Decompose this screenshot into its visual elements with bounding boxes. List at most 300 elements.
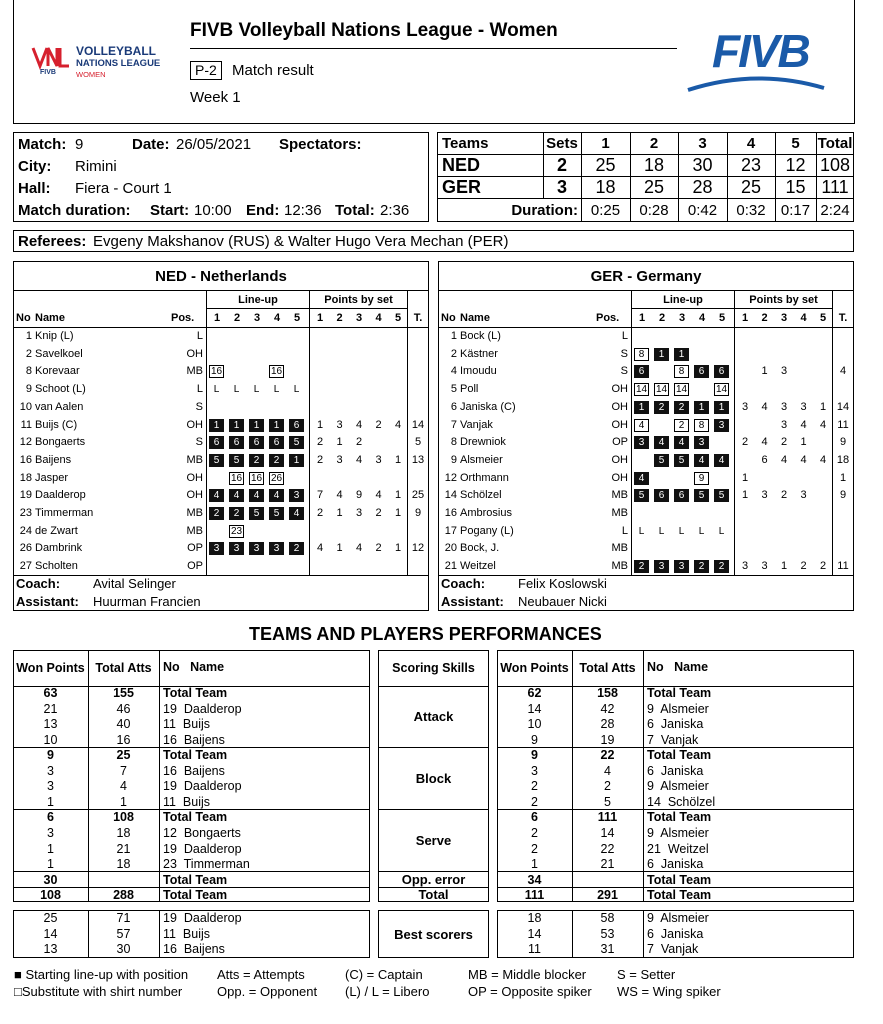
pos-header: Pos. <box>596 312 620 324</box>
won-points-header: Won Points <box>500 660 569 675</box>
total-atts: 4 <box>120 779 127 794</box>
player-name: Schoot (L) <box>35 383 86 396</box>
player-name: Kästner <box>460 347 498 360</box>
perf-player: Total Team <box>163 872 228 887</box>
score-header: 2 <box>649 134 659 152</box>
perf-row <box>13 888 370 904</box>
perf-player: 11 Buijs <box>163 717 211 732</box>
set-points: 3 <box>780 365 788 378</box>
starting-position: 5 <box>209 454 224 467</box>
vnl-logo <box>30 42 175 82</box>
starting-position: 1 <box>634 401 649 414</box>
duration-total: 2:24 <box>820 201 850 219</box>
set-points: 3 <box>761 560 768 573</box>
fivb-swoosh-icon <box>686 72 826 92</box>
libero-mark: L <box>273 384 280 396</box>
set-points: 4 <box>355 418 363 431</box>
won-points: 9 <box>531 748 538 763</box>
player-pos: MB <box>186 507 203 519</box>
player-pos: OH <box>611 418 628 431</box>
perf-row <box>497 873 854 889</box>
set-points: 3 <box>336 418 343 431</box>
substitute-number: 16 <box>230 472 243 484</box>
score-header: 4 <box>746 134 756 152</box>
perf-player: 14 Schölzel <box>647 794 716 809</box>
player-row <box>438 470 854 488</box>
points-header: Points by set <box>324 294 393 306</box>
assistant-name: Huurman Francien <box>93 594 201 609</box>
end-value: 12:36 <box>284 202 322 219</box>
score-set-points: 25 <box>595 154 616 175</box>
player-pos: OP <box>612 436 628 449</box>
perf-player: Total Team <box>647 810 712 825</box>
set-duration: 0:42 <box>687 201 718 219</box>
player-row <box>13 540 429 558</box>
starting-position: 3 <box>674 560 689 573</box>
player-total: 9 <box>839 436 847 449</box>
starting-position: 2 <box>714 560 729 573</box>
legend-item: OP = Opposite spiker <box>468 984 592 999</box>
starting-position: 2 <box>674 401 689 414</box>
perf-player: 19 Daalderop <box>163 701 242 716</box>
player-name: Knip (L) <box>35 330 74 342</box>
total-atts: 18 <box>116 857 131 872</box>
t-header: T. <box>413 312 423 324</box>
skill-label: Opp. error <box>401 871 466 887</box>
libero-mark: L <box>213 384 220 396</box>
won-points: 1 <box>531 857 538 872</box>
player-row <box>438 381 854 399</box>
roster-line <box>207 308 407 309</box>
starting-position: 6 <box>209 436 224 449</box>
coach-name: Felix Koslowski <box>518 576 607 591</box>
total-atts: 1 <box>120 794 127 809</box>
player-row <box>438 363 854 381</box>
score-total: 108 <box>819 154 851 175</box>
player-name: Bongaerts <box>35 436 86 449</box>
player-total: 14 <box>411 418 425 431</box>
best-row <box>497 942 854 958</box>
score-header: Teams <box>442 135 489 152</box>
starting-position: 6 <box>249 436 264 449</box>
team-title: GER - Germany <box>590 267 702 285</box>
player-row <box>13 505 429 523</box>
perf-player: Total Team <box>647 686 712 700</box>
perf-player: 16 Baijens <box>163 763 225 778</box>
starting-position: 3 <box>634 436 649 449</box>
perf-player: 19 Daalderop <box>163 779 242 794</box>
won-points: 3 <box>47 763 54 778</box>
points-col-header: 5 <box>819 312 827 324</box>
player-no: 26 <box>19 542 32 555</box>
perf-player: 11 Buijs <box>163 794 211 809</box>
points-col-header: 2 <box>336 312 343 324</box>
player-total: 9 <box>414 507 422 519</box>
roster-line <box>13 575 429 576</box>
team-title: NED - Netherlands <box>155 267 287 285</box>
libero-mark: L <box>658 525 665 537</box>
starting-position: 6 <box>654 489 669 502</box>
player-no: 16 <box>444 507 457 519</box>
set-points: 2 <box>780 489 788 502</box>
score-total: 111 <box>821 176 849 197</box>
score-set-points: 28 <box>692 176 713 197</box>
perf-player: 7 Vanjak <box>647 732 699 747</box>
points-header: Points by set <box>749 294 818 306</box>
no-name-header: No Name <box>163 660 225 674</box>
lineup-col-header: 5 <box>293 312 301 324</box>
player-pos: MB <box>611 489 628 502</box>
player-no: 12 <box>444 471 457 484</box>
player-name: Daalderop <box>35 489 86 502</box>
total-atts: 57 <box>116 926 131 941</box>
player-name: Bock (L) <box>460 330 501 342</box>
player-no: 16 <box>19 453 32 466</box>
total-atts: 58 <box>600 911 615 925</box>
substitute-number: 14 <box>675 384 688 396</box>
player-row <box>13 417 429 435</box>
coach-label: Coach: <box>441 576 486 591</box>
starting-position: 1 <box>714 401 729 414</box>
player-no: 19 <box>19 489 32 502</box>
lineup-header: Line-up <box>663 294 703 306</box>
pos-header: Pos. <box>171 312 195 324</box>
score-set-points: 25 <box>643 176 665 197</box>
perf-player: 21 Weitzel <box>647 841 709 856</box>
starting-position: 1 <box>654 348 669 361</box>
substitute-number: 8 <box>694 419 709 432</box>
won-points: 14 <box>43 926 58 941</box>
player-no: 10 <box>19 400 32 413</box>
perf-row <box>497 717 854 733</box>
won-points: 3 <box>47 825 54 840</box>
total-atts: 42 <box>600 701 615 716</box>
player-row <box>438 523 854 541</box>
player-row <box>438 346 854 364</box>
fivb-logo-text: FIVB <box>712 25 809 77</box>
player-name: Poll <box>460 383 479 396</box>
total-atts: 155 <box>113 686 134 700</box>
player-name: Jasper <box>35 471 69 484</box>
starting-position: 5 <box>654 454 669 467</box>
lineup-col-header: 4 <box>698 312 706 324</box>
starting-position: 5 <box>714 489 729 502</box>
starting-position: 6 <box>229 436 244 449</box>
perf-row <box>13 857 370 873</box>
score-header: 5 <box>791 134 800 152</box>
week-label: Week 1 <box>190 89 241 106</box>
score-header: 1 <box>601 134 610 152</box>
player-pos: MB <box>611 560 628 573</box>
won-points: 1 <box>47 857 54 872</box>
won-points: 2 <box>531 794 538 809</box>
perf-row <box>497 702 854 718</box>
player-row <box>13 381 429 399</box>
lineup-header: Line-up <box>238 294 278 306</box>
player-total: 25 <box>411 489 425 502</box>
name-header: Name <box>35 312 65 324</box>
lineup-col-header: 1 <box>213 312 221 324</box>
starting-position: 2 <box>209 507 224 520</box>
won-points: 14 <box>527 926 542 941</box>
player-no: 9 <box>25 383 32 396</box>
player-no: 6 <box>450 400 457 413</box>
skill-label: Serve <box>415 832 452 848</box>
won-points: 6 <box>531 810 538 825</box>
start-value: 10:00 <box>194 202 232 219</box>
starting-position: 2 <box>289 542 304 555</box>
player-no: 8 <box>25 365 32 378</box>
vnl-logo-line3: WOMEN <box>76 70 106 79</box>
player-pos: OH <box>611 400 628 413</box>
perf-player: 6 Janiska <box>647 926 704 941</box>
starting-position: 1 <box>289 454 304 467</box>
perf-player: 16 Baijens <box>163 942 225 956</box>
substitute-number: 26 <box>270 472 283 484</box>
starting-position: 4 <box>674 436 689 449</box>
libero-mark: L <box>293 384 300 396</box>
player-name: de Zwart <box>35 524 78 537</box>
player-pos: OH <box>186 347 203 360</box>
set-points: 3 <box>336 453 343 466</box>
perf-player: 9 Alsmeier <box>647 825 709 840</box>
assistant-label: Assistant: <box>16 594 79 609</box>
total-atts: 16 <box>116 732 131 747</box>
player-row <box>13 346 429 364</box>
score-sets: 3 <box>556 176 567 197</box>
set-points: 4 <box>375 489 382 502</box>
points-col-header: 3 <box>780 312 788 324</box>
set-points: 4 <box>819 418 827 431</box>
score-header: 3 <box>698 134 707 152</box>
set-points: 3 <box>355 507 363 519</box>
player-pos: L <box>621 524 628 537</box>
substitute-number: 16 <box>250 472 263 484</box>
player-row <box>13 399 429 417</box>
player-pos: MB <box>186 453 203 466</box>
city-value: Rimini <box>75 158 117 175</box>
legend-item: S = Setter <box>617 967 676 982</box>
player-pos: S <box>620 365 628 378</box>
libero-mark: L <box>638 525 645 537</box>
starting-position: 6 <box>289 419 304 432</box>
perf-row <box>13 702 370 718</box>
starting-position: 1 <box>209 419 224 432</box>
starting-position: 5 <box>634 489 649 502</box>
won-points: 9 <box>531 732 538 747</box>
player-name: Scholten <box>35 560 78 573</box>
legend-item: WS = Wing spiker <box>617 984 721 999</box>
title-underline <box>190 48 677 49</box>
perf-player: Total Team <box>163 810 228 825</box>
set-points: 1 <box>336 507 343 519</box>
legend-item: MB = Middle blocker <box>468 967 587 982</box>
player-total: 12 <box>411 542 425 555</box>
starting-position: 3 <box>249 542 264 555</box>
libero-mark: L <box>678 525 685 537</box>
total-atts: 31 <box>600 942 615 956</box>
set-points: 1 <box>819 400 827 413</box>
perf-row <box>13 795 370 811</box>
perf-row <box>497 795 854 811</box>
set-points: 1 <box>394 542 402 555</box>
name-header: Name <box>460 312 490 324</box>
set-points: 4 <box>761 400 768 413</box>
roster-line <box>632 308 832 309</box>
starting-position: 6 <box>674 489 689 502</box>
player-total: 4 <box>839 365 847 378</box>
vnl-logo-sub: FIVB <box>40 69 56 76</box>
end-label: End: <box>246 202 280 219</box>
perf-player: 6 Janiska <box>647 717 704 732</box>
perf-row <box>497 733 854 749</box>
perf-player: 23 Timmerman <box>163 857 250 872</box>
substitute-number: 8 <box>674 365 689 378</box>
player-no: 2 <box>450 347 457 360</box>
points-col-header: 5 <box>394 312 402 324</box>
won-points: 21 <box>43 701 58 716</box>
player-row <box>438 328 854 346</box>
legend-item: Opp. = Opponent <box>217 984 318 999</box>
player-no: 23 <box>19 507 32 519</box>
player-row <box>13 363 429 381</box>
points-col-header: 4 <box>375 312 382 324</box>
set-points: 1 <box>741 489 749 502</box>
total-atts: 22 <box>600 748 615 763</box>
won-points: 9 <box>47 748 54 763</box>
player-name: Dambrink <box>35 542 83 555</box>
vnl-logo-line1: VOLLEYBALL <box>76 44 156 58</box>
lineup-col-header: 5 <box>718 312 726 324</box>
player-name: Ambrosius <box>460 507 512 519</box>
set-points: 3 <box>741 400 749 413</box>
starting-position: 4 <box>714 454 729 467</box>
spectators-label: Spectators: <box>279 136 362 153</box>
score-team: GER <box>442 177 482 197</box>
total-atts: 5 <box>604 794 611 809</box>
points-col-header: 4 <box>800 312 807 324</box>
starting-position: 1 <box>694 401 709 414</box>
starting-position: 2 <box>229 507 244 520</box>
match-no: 9 <box>75 136 84 153</box>
won-points: 34 <box>527 872 542 887</box>
skill-label: Attack <box>413 709 454 724</box>
perf-row <box>13 810 370 826</box>
date-value: 26/05/2021 <box>176 136 252 153</box>
set-points: 1 <box>780 560 788 573</box>
player-row <box>13 328 429 346</box>
total-atts: 22 <box>600 841 615 856</box>
player-row <box>13 523 429 541</box>
set-points: 9 <box>355 489 363 502</box>
score-set-points: 18 <box>643 154 665 175</box>
points-col-header: 2 <box>761 312 768 324</box>
player-row <box>13 452 429 470</box>
set-points: 3 <box>780 418 788 431</box>
set-points: 4 <box>780 453 788 466</box>
set-points: 2 <box>316 453 324 466</box>
no-name-header: No Name <box>647 660 709 674</box>
roster-line <box>13 290 429 291</box>
player-no: 12 <box>19 436 32 449</box>
player-pos: MB <box>611 542 628 555</box>
player-total: 11 <box>837 418 849 431</box>
total-atts: 158 <box>597 686 618 700</box>
set-points: 4 <box>336 489 343 502</box>
starting-position: 6 <box>694 365 709 378</box>
substitute-number: 16 <box>270 366 283 378</box>
starting-position: 4 <box>654 436 669 449</box>
player-row <box>438 505 854 523</box>
perf-row <box>497 888 854 904</box>
best-row <box>13 927 370 943</box>
starting-position: 3 <box>714 419 729 432</box>
legend-item: (C) = Captain <box>345 967 423 982</box>
player-pos: OH <box>186 489 203 502</box>
player-no: 24 <box>19 524 32 537</box>
starting-position: 6 <box>269 436 284 449</box>
player-pos: MB <box>611 507 628 519</box>
total-atts: 21 <box>600 857 615 872</box>
score-set-points: 18 <box>595 176 616 197</box>
starting-position: 6 <box>634 365 649 378</box>
won-points: 18 <box>527 911 542 925</box>
set-points: 4 <box>800 418 807 431</box>
total-atts: 111 <box>597 810 618 825</box>
player-pos: OP <box>187 542 203 555</box>
set-points: 3 <box>741 560 749 573</box>
player-pos: L <box>196 383 203 396</box>
score-set-points: 30 <box>692 154 713 175</box>
player-row <box>13 434 429 452</box>
starting-position: 1 <box>229 419 244 432</box>
total-atts: 46 <box>116 701 131 716</box>
best-scorers-label: Best scorers <box>394 926 473 942</box>
player-total: 18 <box>836 453 850 466</box>
player-name: Korevaar <box>35 365 80 378</box>
total-value: 2:36 <box>380 202 410 219</box>
set-points: 3 <box>800 489 807 502</box>
perf-player: Total Team <box>163 748 228 763</box>
player-name: Timmerman <box>35 507 94 519</box>
total-atts: 71 <box>116 911 131 925</box>
set-points: 1 <box>394 489 402 502</box>
total-atts-header: Total Atts <box>579 660 636 675</box>
set-points: 1 <box>741 471 749 484</box>
player-total: 13 <box>411 453 425 466</box>
player-name: Orthmann <box>460 471 509 484</box>
player-pos: OP <box>187 560 203 573</box>
player-no: 1 <box>25 330 32 342</box>
duration-label: Match duration: <box>18 202 131 219</box>
score-set-points: 15 <box>785 176 806 197</box>
coach-name: Avital Selinger <box>93 576 176 591</box>
total-atts: 14 <box>600 825 615 840</box>
perf-player: 6 Janiska <box>647 857 704 872</box>
perf-row <box>13 717 370 733</box>
set-points: 1 <box>761 365 768 378</box>
won-points: 108 <box>40 888 61 903</box>
won-points: 111 <box>524 888 545 903</box>
player-pos: OH <box>186 471 203 484</box>
player-row <box>13 470 429 488</box>
total-atts: 53 <box>600 926 615 941</box>
match-label: Match: <box>18 136 67 153</box>
perf-row <box>497 686 854 702</box>
starting-position: 5 <box>249 507 264 520</box>
set-points: 6 <box>761 453 768 466</box>
player-name: Alsmeier <box>460 453 503 466</box>
